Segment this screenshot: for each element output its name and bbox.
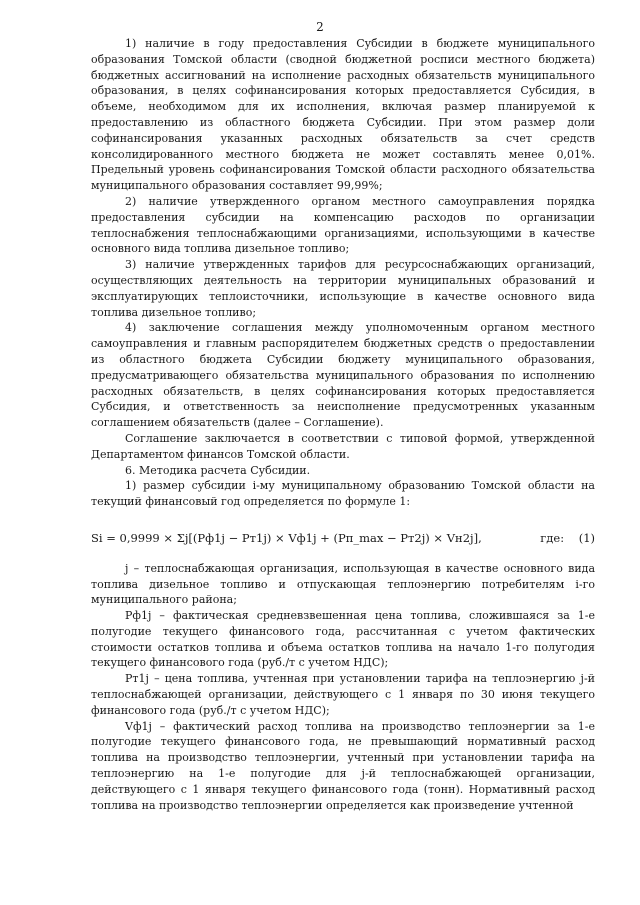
definition-text: – фактический расход топлива на производство теплоэнергии за 1-е полугодие текущего финансового года, не превышающий нормативный расход топлива на производство теплоэнергии, учтенный при установлении тарифа на теплоэнергию на 1-е полугодие для j-й теплоснабжающей организации, действующего с 1 января текущего финансового года (тонн). Нормативный расход топлива на производство теплоэнергии определяется как произведение учтенной <box>91 719 595 812</box>
paragraph-agreement: Соглашение заключается в соответствии с типовой формой, утвержденной Департаментом финансов Томской области. <box>91 431 595 461</box>
definition-symbol: Pт1j <box>125 672 149 686</box>
definition-symbol: Vф1j <box>125 719 152 733</box>
definition-text: j – теплоснабжающая организация, использующая в качестве основного вида топлива дизельное топливо и отпускающая теплоэнергию потребителям i-го муниципального района; <box>91 561 595 607</box>
definition-pt1 <box>91 671 595 718</box>
definition-text: – цена топлива, учтенная при установлении тарифа на теплоэнергию j-й теплоснабжающей организации, действующего с 1 января по 30 июня текущего финансового года (руб./т с учетом НДС); <box>91 672 595 717</box>
paragraph-condition-2: 2) наличие утвержденного органом местного самоуправления порядка предоставления субсидии на компенсацию расходов по организации теплоснабжения теплоснабжающими организациями, использующими в качестве основного вида топлива дизельное топливо; <box>91 194 595 256</box>
formula-where-label: где: <box>540 530 565 545</box>
definition-text: – фактическая средневзвешенная цена топлива, сложившаяся за 1-е полугодие текущего финансового года, рассчитанная с учетом фактических стоимости остатков топлива и объема остатков топлива на начало 1-го полугодия текущего финансового года (руб./т с учетом НДС); <box>91 609 595 670</box>
definition-symbol: Pф1j <box>125 609 152 623</box>
paragraph-condition-3: 3) наличие утвержденных тарифов для ресурсоснабжающих организаций, осуществляющих деятельность на территории муниципальных образований и эксплуатирующих теплоисточники, использующие в качестве основного вида топлива дизельное топливо; <box>91 258 595 319</box>
formula-number: (1) <box>578 530 595 545</box>
definition-vf1 <box>91 719 595 814</box>
formula-1 <box>91 531 595 547</box>
paragraph-formula-intro: 1) размер субсидии i-му муниципальному образованию Томской области на текущий финансовый год определяется по формуле 1: <box>91 479 595 509</box>
definition-pf1 <box>91 608 595 671</box>
page-number: 2 <box>316 20 324 34</box>
formula-expression: Si = 0,9999 × Σj[(Pф1j − Pт1j) × Vф1j + (Pп_max − Pт2j) × Vн2j], <box>91 530 482 545</box>
paragraph-condition-1: 1) наличие в году предоставления Субсидии в бюджете муниципального образования Томской области (сводной бюджетной росписи местного бюджета) бюджетных ассигнований на исполнение расходных обязательств муниципального образования, в целях софинансирования которых предоставляется Субсидия, в объеме, необходимом для их исполнения, включая размер планируемой к предоставлению из областного бюджета Субсидии. При этом размер доли софинансирования указанных расходных обязательств за счет средств консолидированного местного бюджета не может составлять менее 0,01%. Предельный уровень софинансирования Томской области расходного обязательства муниципального образования составляет 99,99%; <box>91 37 595 193</box>
paragraph-condition-4: 4) заключение соглашения между уполномоченным органом местного самоуправления и главным распорядителем бюджетных средств о предоставлении из областного бюджета Субсидии бюджету муниципального образования, предусматривающего обязательства муниципального образования по исполнению расходных обязательств, в целях софинансирования которых предоставляется Субсидия, и ответственность за неисполнение предусмотренных указанным соглашением обязательств (далее – Соглашение). <box>91 321 595 430</box>
document-body <box>91 36 595 813</box>
definition-j <box>91 561 595 608</box>
section-heading: 6. Методика расчета Субсидии. <box>125 463 311 477</box>
